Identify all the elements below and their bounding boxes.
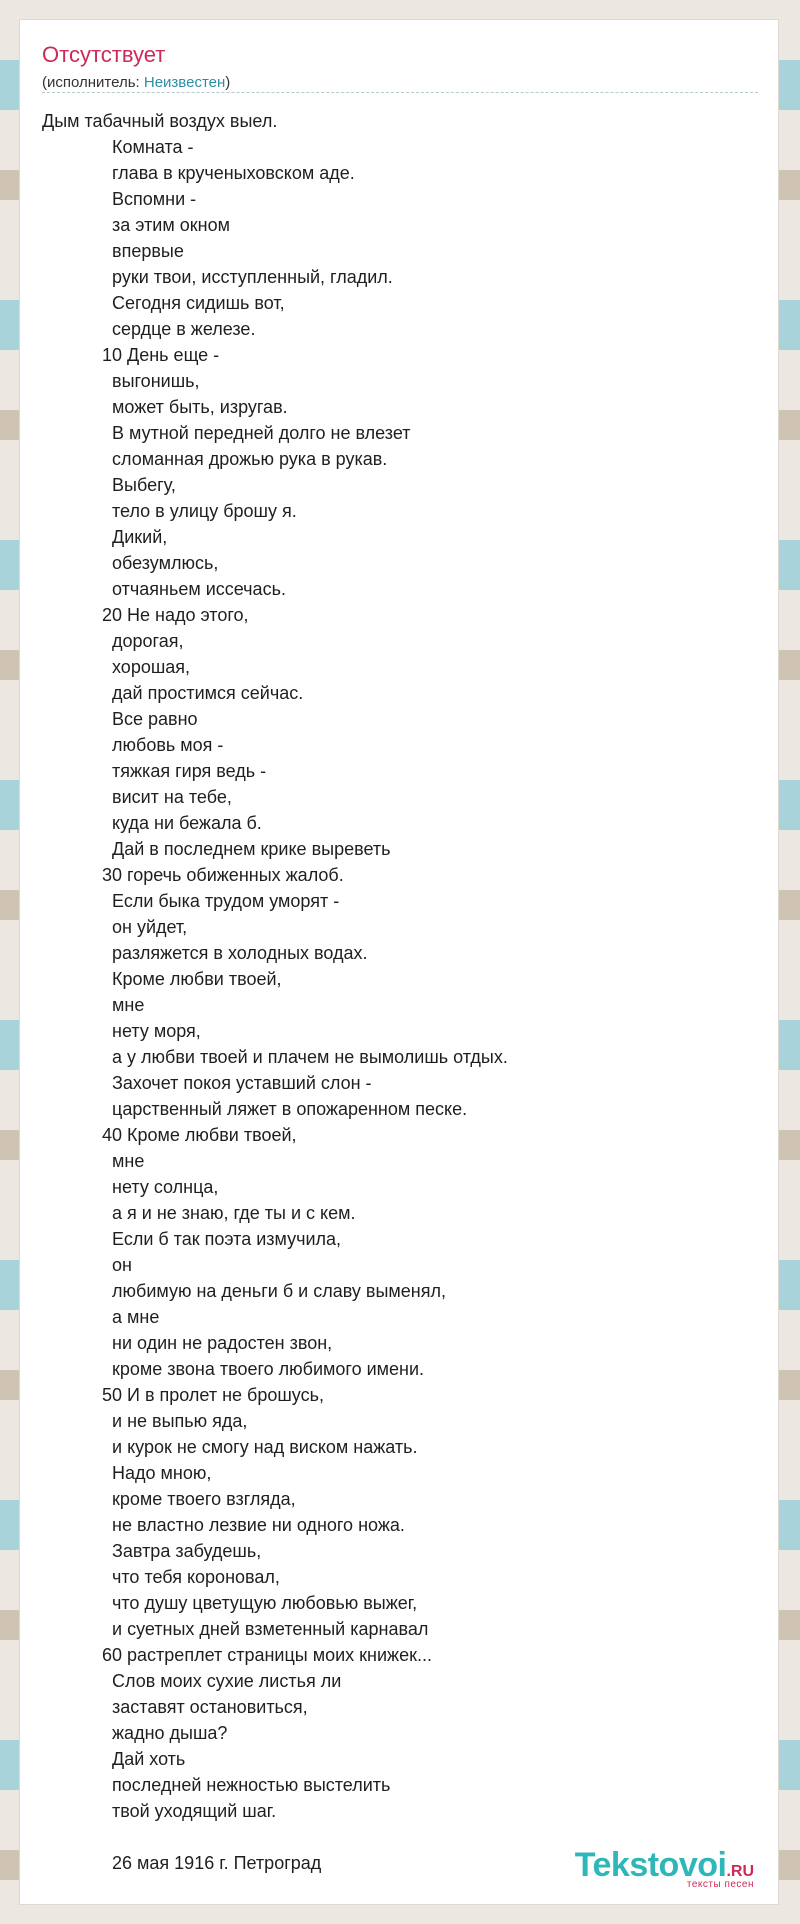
lyric-line: и курок не смогу над виском нажать. xyxy=(42,1437,418,1457)
lyric-line: Завтра забудешь, xyxy=(42,1541,262,1561)
logo-subtitle: тексты песен xyxy=(686,1879,754,1890)
logo-main-text: Tekstovoi xyxy=(574,1846,727,1884)
lyric-line: 20 Не надо этого, xyxy=(42,605,249,625)
lyric-line: мне xyxy=(42,995,145,1015)
lyric-line: а я и не знаю, где ты и с кем. xyxy=(42,1203,356,1223)
lyric-line: кроме звона твоего любимого имени. xyxy=(42,1359,425,1379)
lyric-line: Дым табачный воздух выел. xyxy=(42,111,278,131)
lyric-line: Захочет покоя уставший слон - xyxy=(42,1073,372,1093)
lyric-line: Сегодня сидишь вот, xyxy=(42,293,285,313)
lyric-line: жадно дыша? xyxy=(42,1723,228,1743)
lyric-line: за этим окном xyxy=(42,215,230,235)
lyric-line: висит на тебе, xyxy=(42,787,232,807)
lyric-line: любовь моя - xyxy=(42,735,224,755)
lyric-line: и суетных дней взметенный карнавал xyxy=(42,1619,429,1639)
lyric-line: 26 мая 1916 г. Петроград xyxy=(42,1853,322,1873)
lyric-line: Выбегу, xyxy=(42,475,176,495)
lyric-line: Если быка трудом уморят - xyxy=(42,891,340,911)
song-title: Отсутствует xyxy=(42,42,166,67)
lyric-line: В мутной передней долго не влезет xyxy=(42,423,411,443)
lyric-line: заставят остановиться, xyxy=(42,1697,308,1717)
site-logo[interactable] xyxy=(575,1846,754,1890)
lyric-line: 10 День еще - xyxy=(42,345,220,365)
lyric-line: глава в крученыховском аде. xyxy=(42,163,355,183)
lyric-line: Все равно xyxy=(42,709,198,729)
lyric-line: 30 горечь обиженных жалоб. xyxy=(42,865,344,885)
lyric-line: тело в улицу брошу я. xyxy=(42,501,297,521)
lyric-line: нету солнца, xyxy=(42,1177,219,1197)
lyric-line: сердце в железе. xyxy=(42,319,256,339)
title-divider xyxy=(42,92,758,93)
lyric-line: Если б так поэта измучила, xyxy=(42,1229,342,1249)
lyric-line: и не выпью яда, xyxy=(42,1411,248,1431)
lyric-line: он xyxy=(42,1255,132,1275)
lyric-line: 60 растреплет страницы моих книжек... xyxy=(42,1645,432,1665)
lyric-line: а мне xyxy=(42,1307,160,1327)
lyric-line: Вспомни - xyxy=(42,189,197,209)
lyric-line: выгонишь, xyxy=(42,371,200,391)
lyric-line: любимую на деньги б и славу выменял, xyxy=(42,1281,446,1301)
artist-suffix: ) xyxy=(225,74,231,91)
lyric-line: что душу цветущую любовью выжег, xyxy=(42,1593,418,1613)
lyric-line: что тебя короновал, xyxy=(42,1567,280,1587)
lyric-line: мне xyxy=(42,1151,145,1171)
artist-line xyxy=(42,74,230,91)
lyric-line: Дай хоть xyxy=(42,1749,186,1769)
lyric-line: не властно лезвие ни одного ножа. xyxy=(42,1515,405,1535)
lyric-line: Надо мною, xyxy=(42,1463,212,1483)
artist-link[interactable]: Неизвестен xyxy=(143,74,226,91)
lyric-line: царственный ляжет в опожаренном песке. xyxy=(42,1099,468,1119)
lyric-line: кроме твоего взгляда, xyxy=(42,1489,296,1509)
lyric-line: ни один не радостен звон, xyxy=(42,1333,333,1353)
lyric-line: а у любви твоей и плачем не вымолишь отдых. xyxy=(42,1047,508,1067)
lyric-line: руки твои, исступленный, гладил. xyxy=(42,267,393,287)
artist-prefix: (исполнитель: xyxy=(42,74,144,91)
lyric-line: Слов моих сухие листья ли xyxy=(42,1671,342,1691)
lyric-line: нету моря, xyxy=(42,1021,201,1041)
lyrics-text xyxy=(42,108,758,1876)
lyric-line: Комната - xyxy=(42,137,194,157)
lyric-line: куда ни бежала б. xyxy=(42,813,262,833)
lyric-line: Дикий, xyxy=(42,527,168,547)
lyric-line: твой уходящий шаг. xyxy=(42,1801,277,1821)
lyric-line: может быть, изругав. xyxy=(42,397,288,417)
lyric-line: 50 И в пролет не брошусь, xyxy=(42,1385,324,1405)
logo-tld: .RU xyxy=(726,1863,754,1880)
lyric-line: хорошая, xyxy=(42,657,191,677)
lyric-line: дай простимся сейчас. xyxy=(42,683,304,703)
lyric-line: отчаяньем иссечась. xyxy=(42,579,286,599)
lyric-line: впервые xyxy=(42,241,184,261)
lyric-line: Кроме любви твоей, xyxy=(42,969,282,989)
lyric-line: сломанная дрожью рука в рукав. xyxy=(42,449,388,469)
lyric-line: последней нежностью выстелить xyxy=(42,1775,391,1795)
lyric-line: Дай в последнем крике выреветь xyxy=(42,839,391,859)
lyrics-card xyxy=(20,20,778,1904)
lyric-line: разляжется в холодных водах. xyxy=(42,943,368,963)
lyric-line: дорогая, xyxy=(42,631,184,651)
lyric-line: он уйдет, xyxy=(42,917,188,937)
lyric-line: тяжкая гиря ведь - xyxy=(42,761,267,781)
lyric-line: обезумлюсь, xyxy=(42,553,219,573)
lyric-line: 40 Кроме любви твоей, xyxy=(42,1125,297,1145)
